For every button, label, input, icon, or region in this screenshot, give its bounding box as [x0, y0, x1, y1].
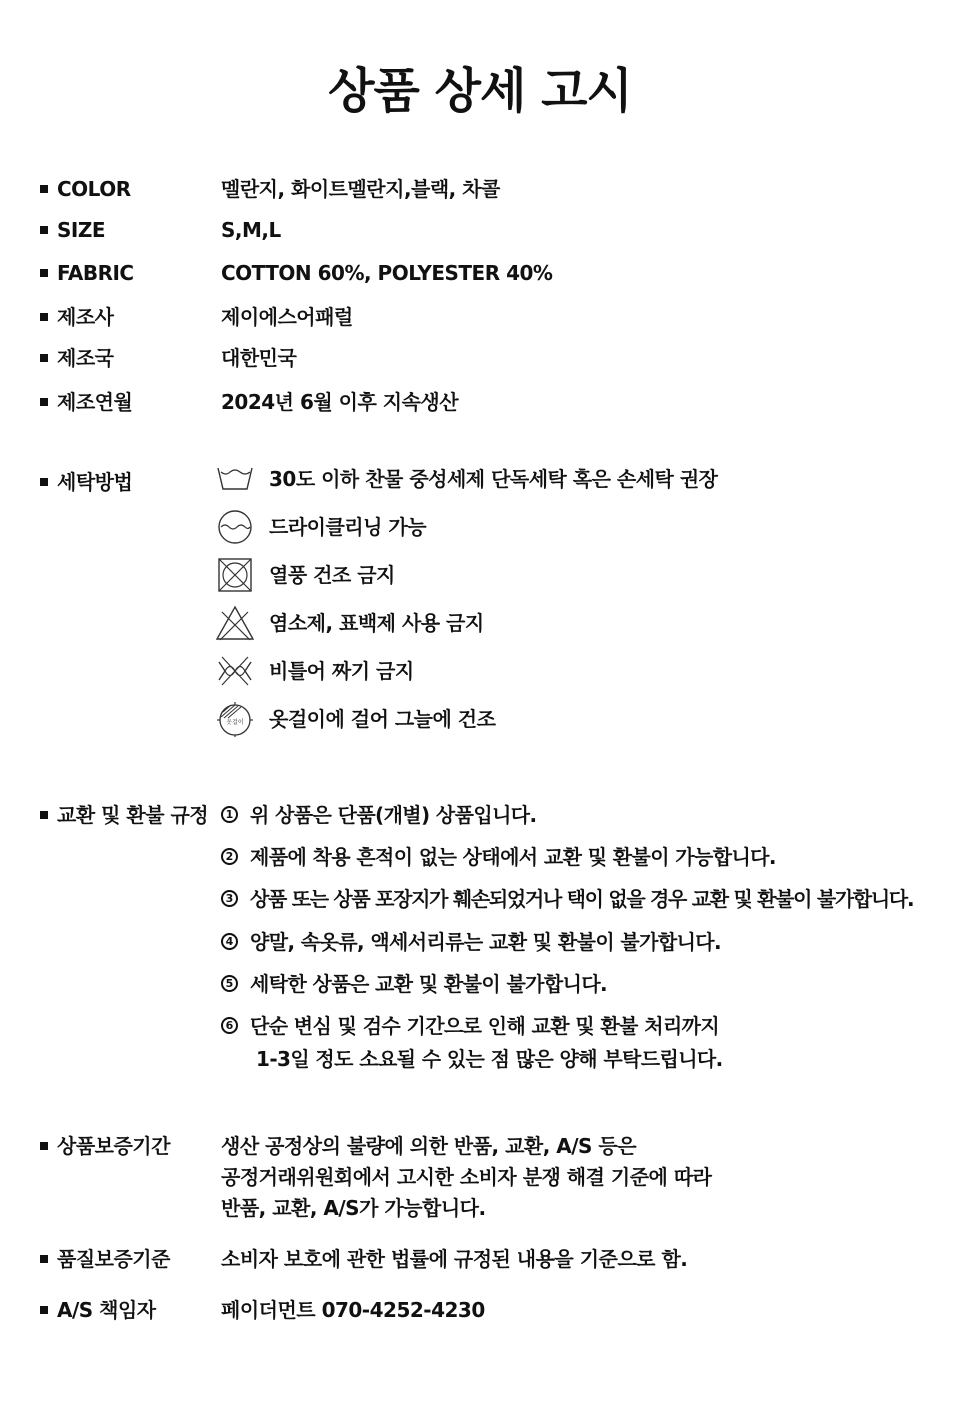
- circled-number: 1: [221, 806, 238, 823]
- spec-row-date: [40, 387, 940, 417]
- bullet: [40, 1306, 48, 1314]
- bullet: [40, 185, 48, 193]
- spec-value: 멜란지, 화이트멜란지,블랙, 차콜: [221, 177, 500, 201]
- quality-row: [40, 1244, 940, 1274]
- hang-dry-shade-icon: [216, 701, 254, 737]
- warranty-label: 상품보증기간: [57, 1134, 170, 1158]
- bullet: [40, 1255, 48, 1263]
- circled-number: 2: [221, 848, 238, 865]
- spec-value: 2024년 6월 이후 지속생산: [221, 390, 459, 414]
- wash-text: 30도 이하 찬물 중성세제 단독세탁 혹은 손세탁 권장: [269, 467, 718, 491]
- wash-text: 옷걸이에 걸어 그늘에 건조: [269, 707, 496, 731]
- spec-label: FABRIC: [57, 261, 134, 285]
- bullet: [40, 811, 48, 819]
- bullet: [40, 478, 48, 486]
- circled-number: 6: [221, 1017, 238, 1034]
- wash-item: [216, 701, 936, 737]
- exchange-item: [221, 800, 951, 830]
- spec-label: 제조연월: [57, 390, 133, 414]
- as-value: 페이더먼트 070-4252-4230: [221, 1298, 485, 1322]
- no-bleach-icon: [216, 605, 254, 641]
- exchange-item: [221, 842, 951, 872]
- as-label: A/S 책임자: [57, 1298, 156, 1322]
- washing-label: 세탁방법: [57, 470, 133, 494]
- wash-item: [216, 653, 936, 689]
- wash-item: [216, 509, 936, 545]
- warranty-line: 반품, 교환, A/S가 가능합니다.: [221, 1196, 486, 1220]
- page-title: 상품 상세 고시: [328, 63, 632, 119]
- exchange-text-continued: 1-3일 정도 소요될 수 있는 점 많은 양해 부탁드립니다.: [256, 1047, 723, 1071]
- exchange-item: [221, 884, 951, 914]
- spec-value: COTTON 60%, POLYESTER 40%: [221, 261, 553, 285]
- spec-row-manufacturer: [40, 302, 940, 332]
- bullet: [40, 1142, 48, 1150]
- spec-value: S,M,L: [221, 218, 281, 242]
- exchange-item: [221, 927, 951, 957]
- exchange-text: 제품에 착용 흔적이 없는 상태에서 교환 및 환불이 가능합니다.: [250, 845, 776, 869]
- spec-row-color: [40, 174, 940, 204]
- spec-label: COLOR: [57, 177, 131, 201]
- circled-number: 5: [221, 975, 238, 992]
- no-tumble-dry-icon: [216, 557, 254, 593]
- wash-item: [216, 557, 936, 593]
- wash-item: [216, 605, 936, 641]
- bullet: [40, 354, 48, 362]
- circled-number: 3: [221, 890, 238, 907]
- exchange-text: 위 상품은 단품(개별) 상품입니다.: [250, 803, 537, 827]
- exchange-item: [221, 969, 951, 999]
- bullet: [40, 269, 48, 277]
- spec-label: 제조사: [57, 305, 114, 329]
- exchange-text: 단순 변심 및 검수 기간으로 인해 교환 및 환불 처리까지: [250, 1014, 720, 1038]
- wash-text: 염소제, 표백제 사용 금지: [269, 611, 484, 635]
- exchange-text: 세탁한 상품은 교환 및 환불이 불가합니다.: [250, 972, 608, 996]
- warranty-text: [221, 1131, 711, 1224]
- wash-text: 비틀어 짜기 금지: [269, 659, 414, 683]
- bullet: [40, 226, 48, 234]
- spec-row-fabric: [40, 258, 940, 288]
- quality-value: 소비자 보호에 관한 법률에 규정된 내용을 기준으로 함.: [221, 1247, 688, 1271]
- bullet: [40, 398, 48, 406]
- spec-value: 제이에스어패럴: [221, 305, 353, 329]
- exchange-text: 상품 또는 상품 포장지가 훼손되었거나 택이 없을 경우 교환 및 환불이 불가합니다.: [250, 887, 914, 911]
- dry-clean-icon: [216, 509, 254, 545]
- no-wring-icon: [216, 653, 254, 689]
- spec-row-country: [40, 343, 940, 373]
- spec-value: 대한민국: [221, 346, 297, 370]
- warranty-line: 생산 공정상의 불량에 의한 반품, 교환, A/S 등은: [221, 1134, 637, 1158]
- as-row: [40, 1295, 940, 1325]
- spec-row-size: [40, 215, 940, 245]
- bullet: [40, 313, 48, 321]
- spec-label: 제조국: [57, 346, 114, 370]
- wash-text: 열풍 건조 금지: [269, 563, 395, 587]
- exchange-label: 교환 및 환불 규정: [57, 803, 209, 827]
- wash-item: [216, 461, 936, 497]
- wash-text: 드라이클리닝 가능: [269, 515, 427, 539]
- spec-label: SIZE: [57, 218, 106, 242]
- svg-text:옷걸이: 옷걸이: [226, 719, 244, 726]
- quality-label: 품질보증기준: [57, 1247, 170, 1271]
- warranty-line: 공정거래위원회에서 고시한 소비자 분쟁 해결 기준에 따라: [221, 1165, 712, 1189]
- wash-30-icon: [216, 461, 254, 497]
- exchange-text: 양말, 속옷류, 액세서리류는 교환 및 환불이 불가합니다.: [250, 930, 722, 954]
- exchange-item: [221, 1011, 951, 1071]
- circled-number: 4: [221, 933, 238, 950]
